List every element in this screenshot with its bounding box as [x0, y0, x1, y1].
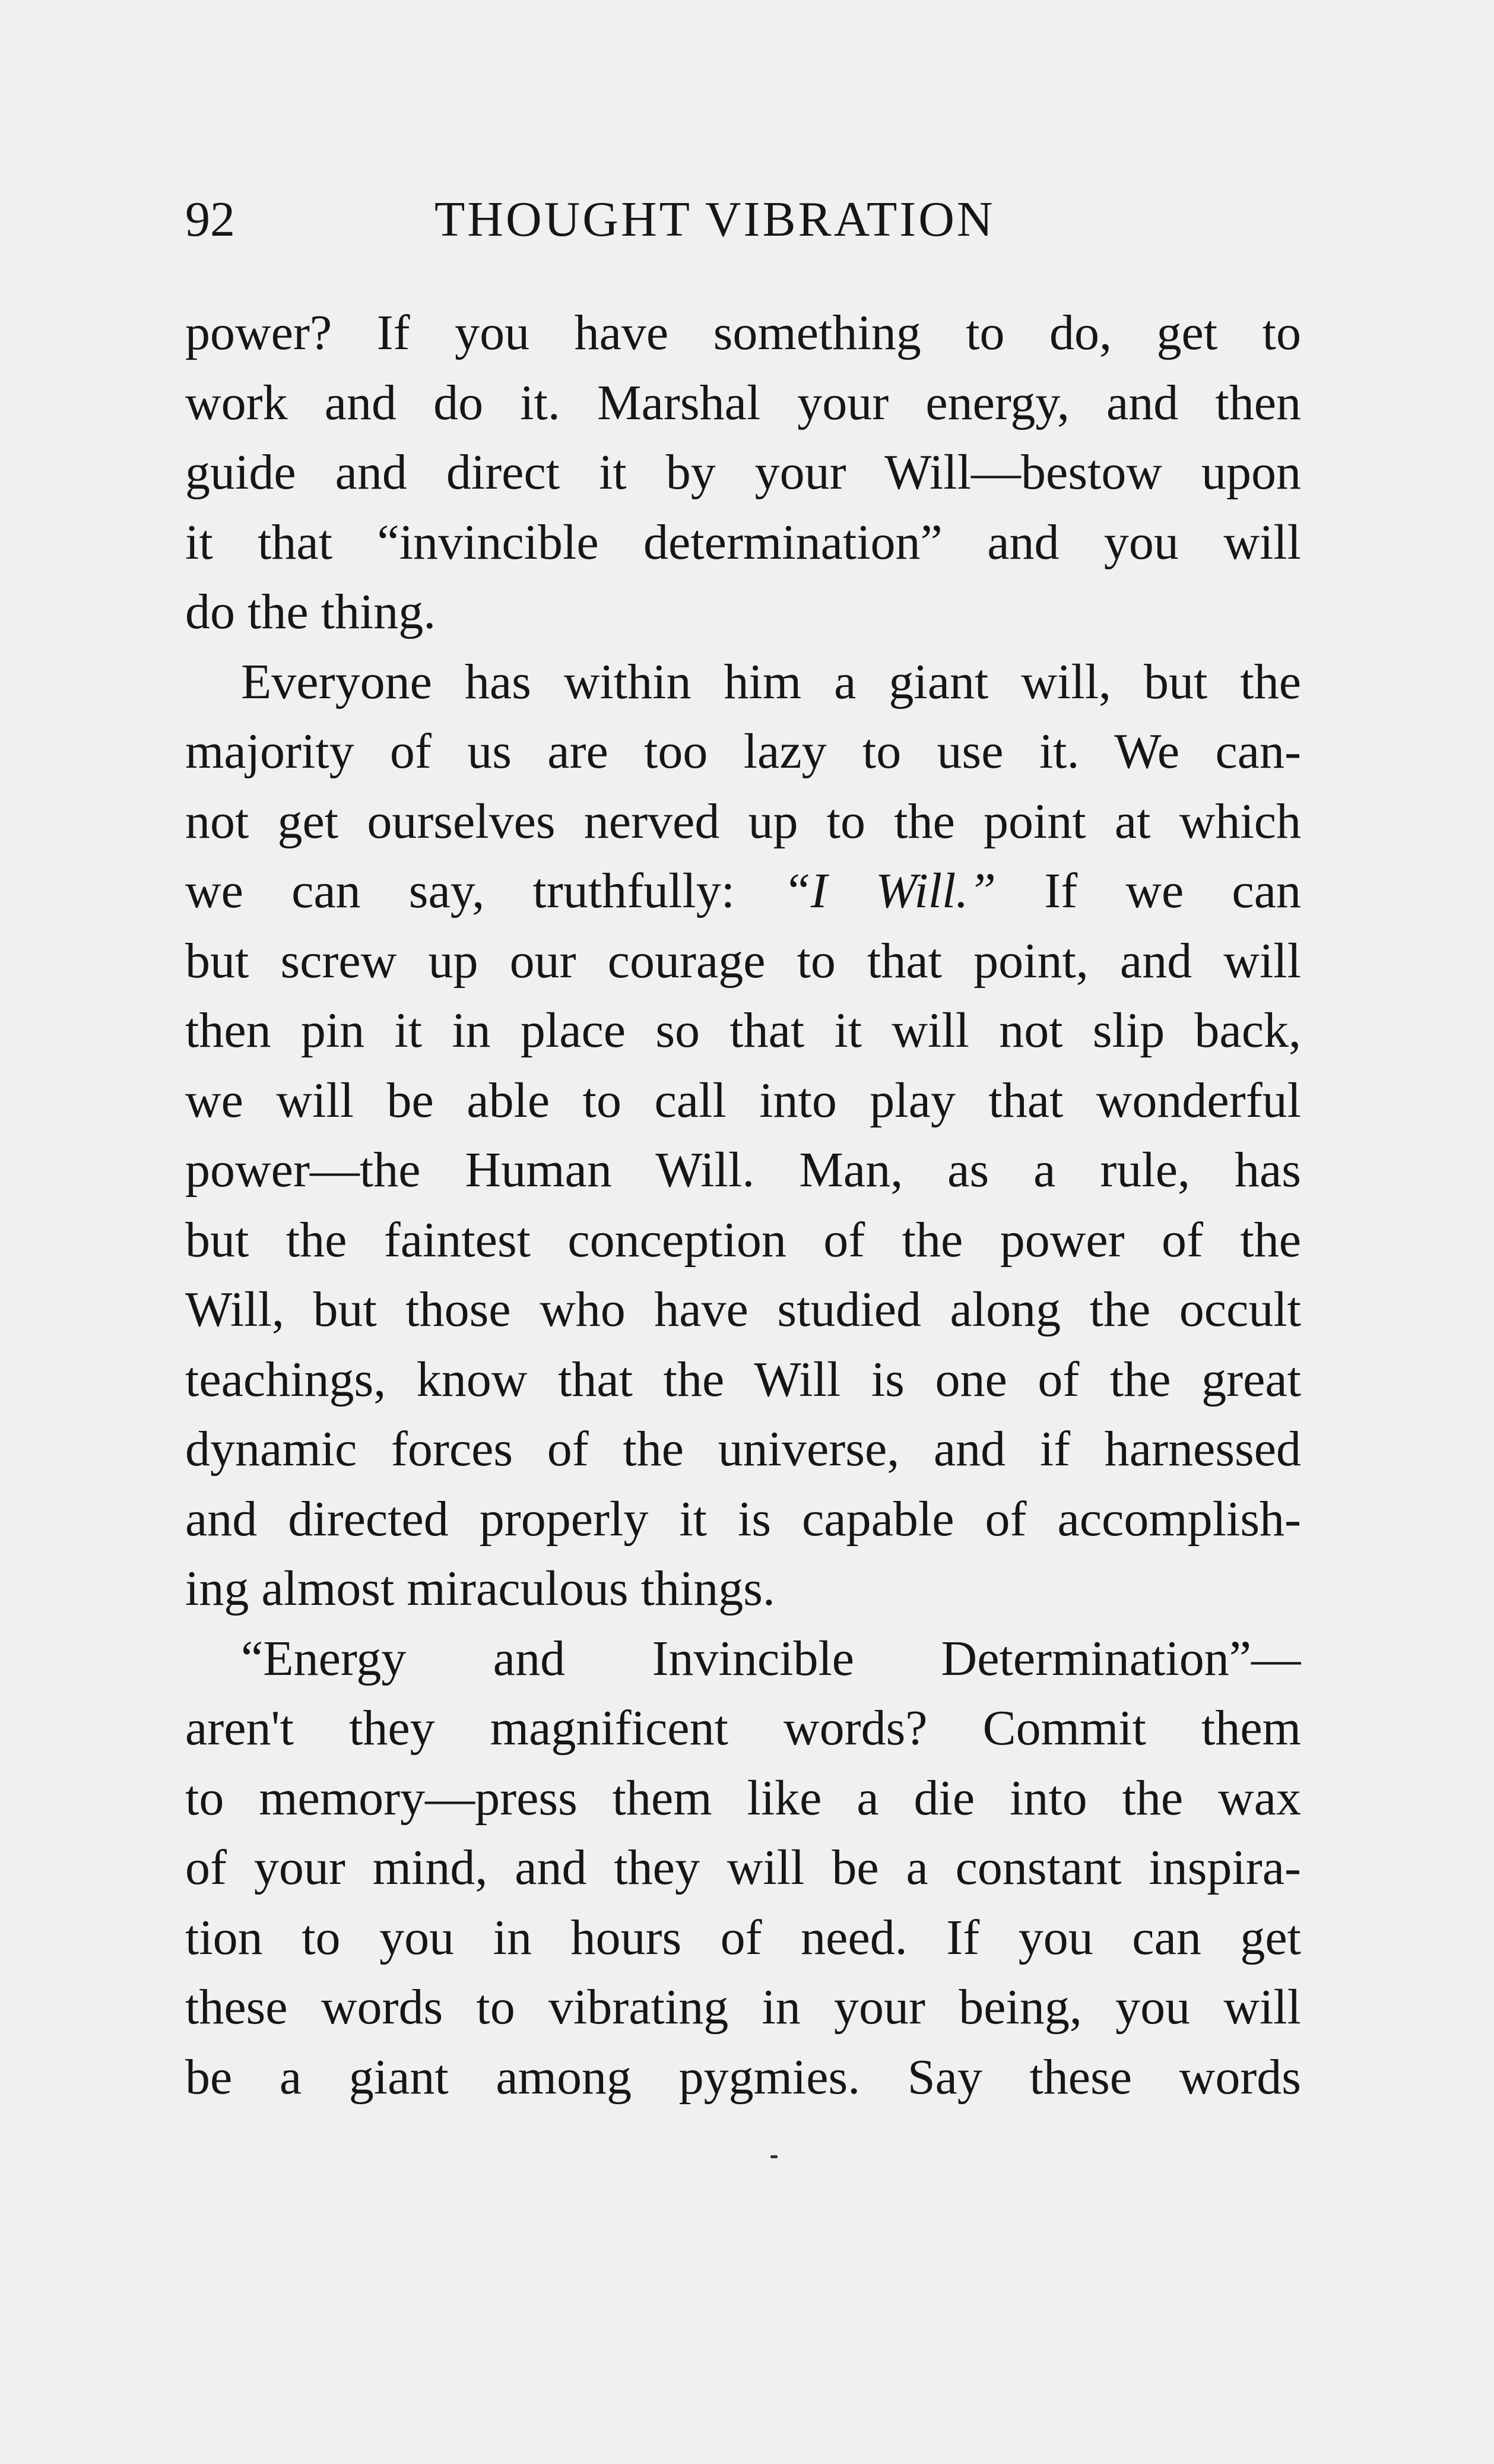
text-line: these words to vibrating in your being, you will	[185, 1980, 1301, 2035]
text-line: of your mind, and they will be a constant inspira-	[185, 1840, 1301, 1895]
text-line: power—the Human Will. Man, as a rule, has	[185, 1142, 1301, 1198]
text-segment: we can say, truthfully:	[185, 863, 735, 919]
paragraph-1	[185, 298, 1301, 647]
text-line: be a giant among pygmies. Say these words	[185, 2049, 1301, 2105]
text-line: ing almost miraculous things.	[185, 1561, 775, 1616]
text-line: power? If you have something to do, get to	[185, 305, 1301, 360]
text-line: do the thing.	[185, 584, 436, 639]
paragraph-2	[185, 647, 1301, 1624]
text-line: dynamic forces of the universe, and if harnessed	[185, 1421, 1301, 1477]
text-line: it that “invincible determination” and you will	[185, 514, 1301, 570]
page-number: 92	[185, 192, 235, 247]
text-line: guide and direct it by your Will—bestow upon	[185, 445, 1301, 500]
text-line: work and do it. Marshal your energy, and then	[185, 375, 1301, 430]
running-title: THOUGHT VIBRATION	[434, 192, 995, 247]
body-text	[185, 298, 1301, 2112]
text-line-with-emphasis	[185, 856, 1301, 926]
text-line: tion to you in hours of need. If you can get	[185, 1909, 1301, 1965]
text-line: Will, but those who have studied along the occult	[185, 1282, 1301, 1337]
text-line: but screw up our courage to that point, and will	[185, 933, 1301, 989]
emphasis-i-will: “I Will.”	[783, 863, 997, 919]
paragraph-3	[185, 1624, 1301, 2113]
text-line: and directed properly it is capable of accomplish-	[185, 1491, 1301, 1547]
text-line: teachings, know that the Will is one of the great	[185, 1351, 1301, 1407]
text-line: Everyone has within him a giant will, but the	[241, 654, 1301, 710]
text-line: but the faintest conception of the power of the	[185, 1212, 1301, 1268]
page-header	[185, 178, 1301, 261]
text-line: “Energy and Invincible Determination”—	[241, 1630, 1301, 1686]
text-line: then pin it in place so that it will not slip back,	[185, 1003, 1301, 1058]
text-line: aren't they magnificent words? Commit them	[185, 1700, 1301, 1756]
text-line: we will be able to call into play that wonderful	[185, 1072, 1301, 1128]
text-line: not get ourselves nerved up to the point at which	[185, 793, 1301, 849]
print-mark	[770, 2155, 778, 2158]
text-segment: If we can	[1044, 863, 1301, 919]
text-line: to memory—press them like a die into the wax	[185, 1770, 1301, 1826]
text-line: majority of us are too lazy to use it. We can-	[185, 724, 1301, 779]
